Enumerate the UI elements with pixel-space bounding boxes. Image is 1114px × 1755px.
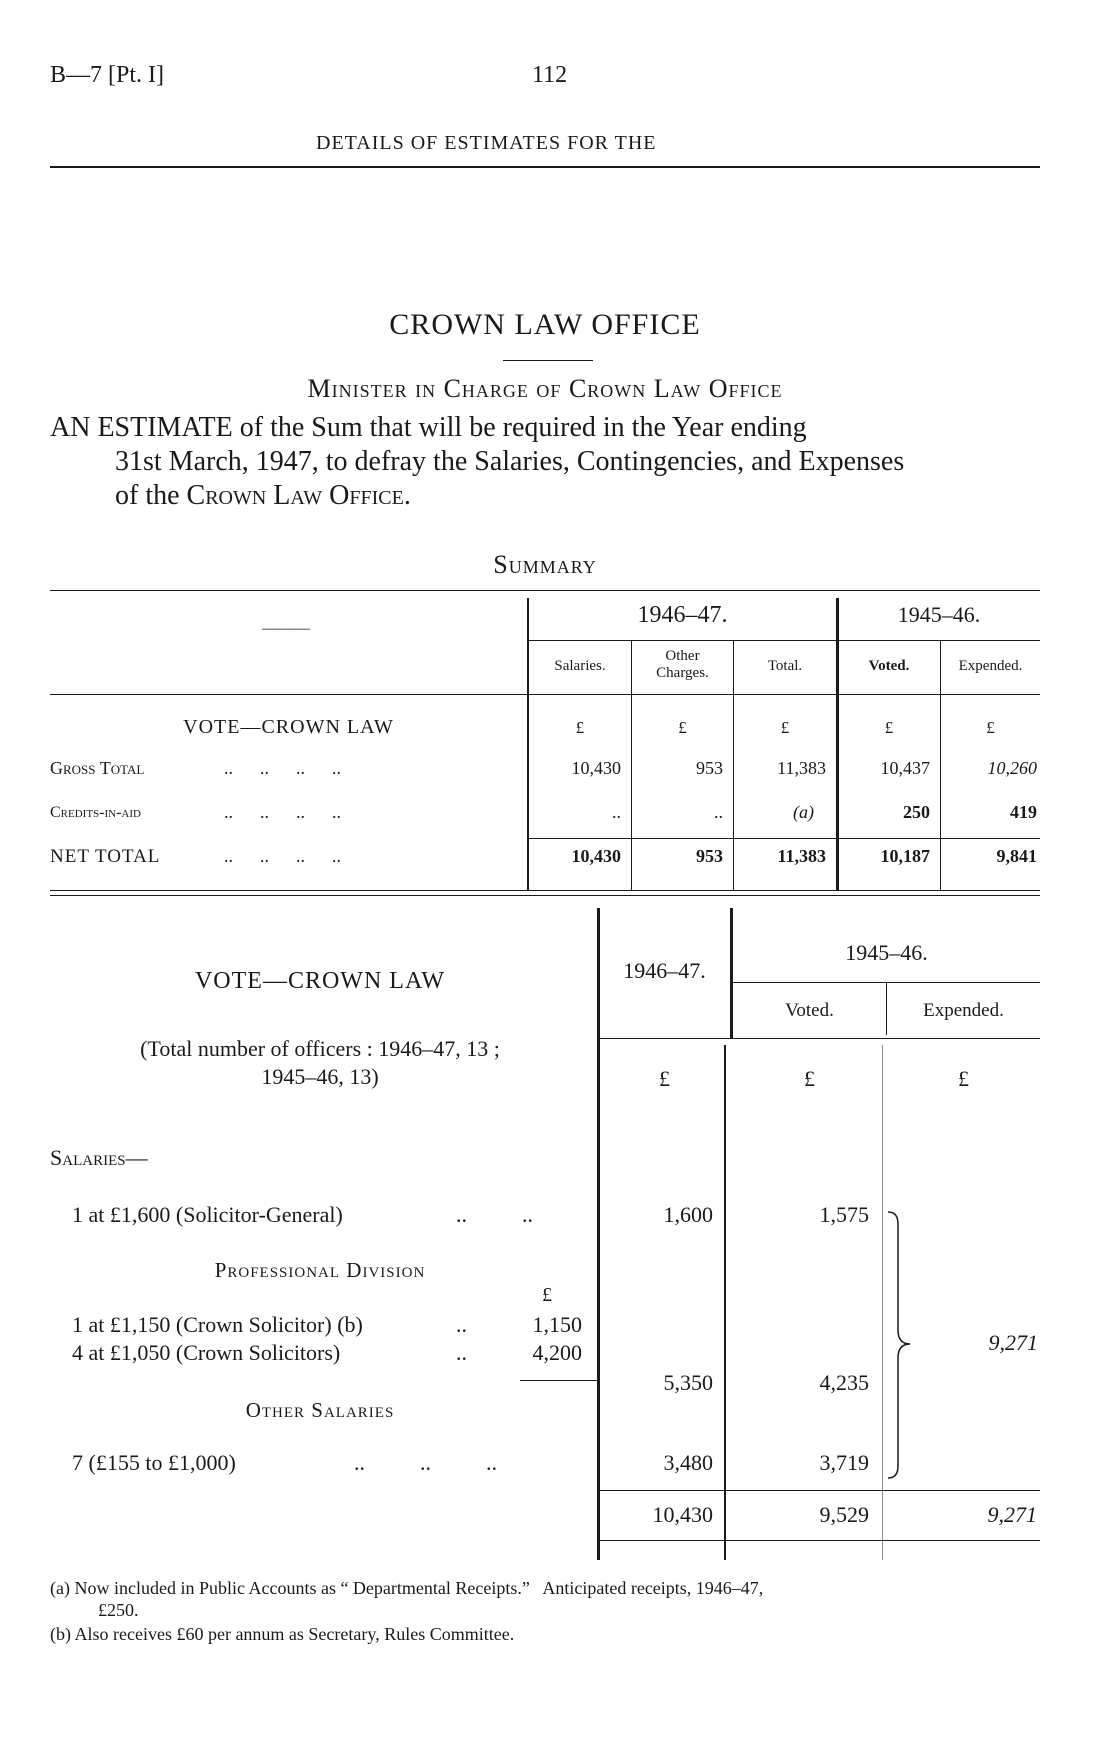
summary-col-salaries: Salaries. (554, 658, 606, 674)
bracket-expended-value: 9,271 (988, 1330, 1038, 1355)
summary-cell-other: 953 (696, 846, 723, 866)
summary-row-label: Gross Total (50, 758, 145, 778)
estimate-line-1: AN ESTIMATE of the Sum that will be required in the Year ending (50, 412, 807, 443)
summary-bottom-rule-1 (50, 890, 1040, 891)
summary-heading: Summary (493, 550, 597, 579)
summary-col-total: Total. (767, 658, 803, 674)
estimate-line-3-pre: of the (115, 480, 180, 511)
summary-row-label: NET TOTAL (50, 846, 161, 867)
estimate-office-name: Crown Law Office (186, 480, 404, 511)
vote-expended-sep (882, 1045, 883, 1560)
vote-currency-expended: £ (958, 1066, 969, 1091)
title-rule (503, 360, 593, 361)
summary-cell-total: (a) (793, 802, 814, 822)
summary-stub-dash: ——— (262, 620, 310, 637)
solicitor-general-voted: 1,575 (819, 1202, 869, 1227)
minister-line: Minister in Charge of Crown Law Office (307, 374, 783, 403)
crown-solicitor-label: 1 at £1,150 (Crown Solicitor) (b) (72, 1312, 363, 1337)
vote-col-voted: Voted. (785, 1000, 834, 1021)
summary-currency-expended: £ (986, 718, 995, 737)
vote-divider-mid-lower (724, 1045, 726, 1560)
vote-header-rule (599, 1038, 1040, 1039)
footnote-a-line-2: £250. (98, 1600, 139, 1620)
summary-cell-salaries: 10,430 (571, 846, 621, 866)
summary-col-other-line1: Other (665, 648, 700, 664)
crown-solicitor-leaders: .. (456, 1312, 467, 1337)
summary-col-other-charges (632, 648, 733, 682)
summary-bottom-rule-2 (50, 895, 1040, 896)
summary-row-leaders: .. .. .. .. (224, 758, 341, 778)
summary-cell-voted: 10,187 (880, 846, 930, 866)
summary-currency-total: £ (780, 718, 790, 737)
crown-solicitors-label: 4 at £1,050 (Crown Solicitors) (72, 1340, 341, 1365)
estimate-line-2: 31st March, 1947, to defray the Salaries, Contingencies, and Expenses (115, 446, 905, 477)
other-salaries-label: 7 (£155 to £1,000) (72, 1450, 236, 1475)
summary-row-leaders: .. .. .. .. (224, 846, 341, 866)
professional-subtotal-current: 5,350 (663, 1370, 713, 1395)
vote-col-expended: Expended. (923, 1000, 1004, 1021)
summary-cell-voted: 250 (903, 802, 930, 822)
summary-currency-salaries: £ (575, 718, 585, 737)
summary-cell-voted: 10,437 (880, 758, 930, 778)
summary-cell-salaries: .. (612, 802, 621, 822)
page-reference: B—7 [Pt. I] (50, 62, 164, 88)
summary-cell-salaries: 10,430 (571, 758, 621, 778)
summary-header-rule (50, 694, 1040, 695)
estimate-line-3-post: . (403, 480, 411, 511)
solicitor-general-current: 1,600 (663, 1202, 713, 1227)
solicitor-general-label: 1 at £1,600 (Solicitor-General) (72, 1202, 343, 1227)
summary-cell-total: 11,383 (777, 846, 826, 866)
other-salaries-heading: Other Salaries (245, 1398, 395, 1422)
vote-total-current: 10,430 (652, 1502, 713, 1527)
page-title: CROWN LAW OFFICE (389, 308, 701, 341)
summary-year-previous: 1945–46. (897, 602, 981, 627)
vote-officers-line-1: (Total number of officers : 1946–47, 13 ; (140, 1036, 500, 1061)
solicitor-general-leaders: .. .. (456, 1202, 533, 1227)
summary-row-label: Credits-in-aid (50, 804, 141, 821)
crown-solicitor-amount: 1,150 (532, 1312, 582, 1337)
other-salaries-voted: 3,719 (819, 1450, 869, 1475)
summary-year-underline-current (529, 640, 836, 641)
vote-year-current: 1946–47. (623, 958, 706, 983)
estimate-line-3 (115, 480, 411, 512)
expended-brace (884, 1210, 914, 1480)
vote-year-previous: 1945–46. (845, 940, 928, 965)
crown-solicitors-leaders: .. (456, 1340, 467, 1365)
other-salaries-leaders: .. .. .. (354, 1450, 497, 1475)
summary-col-voted: Voted. (868, 658, 910, 674)
summary-year-underline-previous (838, 640, 1040, 641)
vote-professional-inner-rule (520, 1380, 597, 1381)
summary-currency-other: £ (678, 718, 687, 737)
vote-currency-current: £ (659, 1066, 670, 1091)
other-salaries-current: 3,480 (663, 1450, 713, 1475)
summary-cell-expended: 10,260 (987, 758, 1037, 778)
summary-col-expended: Expended. (958, 658, 1023, 674)
summary-net-rule (529, 838, 1040, 839)
vote-totals-rule (599, 1490, 1040, 1491)
vote-currency-voted: £ (804, 1066, 815, 1091)
footnote-a-line-1: (a) Now included in Public Accounts as “ Departmental Receipts.” Anticipated receipts, 1946–47, (50, 1578, 764, 1598)
vote-title: VOTE—CROWN LAW (194, 968, 446, 994)
vote-total-voted: 9,529 (819, 1502, 869, 1527)
vote-officers-line-2: 1945–46, 13) (261, 1064, 379, 1089)
summary-col-other-line2: Charges. (656, 665, 709, 681)
summary-top-rule (50, 590, 1040, 591)
summary-cell-expended: 419 (1010, 802, 1037, 822)
professional-inner-currency: £ (542, 1284, 552, 1306)
summary-cell-other: 953 (696, 758, 723, 778)
summary-cell-total: 11,383 (777, 758, 826, 778)
professional-division-heading: Professional Division (214, 1258, 426, 1282)
crown-solicitors-amount: 4,200 (532, 1340, 582, 1365)
footnote-b-line-1: (b) Also receives £60 per annum as Secretary, Rules Committee. (50, 1624, 515, 1644)
summary-currency-voted: £ (884, 718, 894, 737)
professional-subtotal-voted: 4,235 (819, 1370, 869, 1395)
summary-vote-label: VOTE—CROWN LAW (183, 716, 394, 738)
vote-total-expended: 9,271 (987, 1502, 1037, 1527)
page-number: 112 (532, 62, 568, 88)
summary-cell-other: .. (714, 802, 723, 822)
salaries-heading: Salaries— (50, 1145, 148, 1170)
summary-row-leaders: .. .. .. .. (224, 802, 341, 822)
header-rule (50, 166, 1040, 168)
summary-year-current: 1946–47. (637, 602, 728, 628)
running-title: DETAILS OF ESTIMATES FOR THE (316, 132, 657, 154)
summary-cell-expended: 9,841 (996, 846, 1037, 866)
vote-bottom-rule (599, 1540, 1040, 1541)
